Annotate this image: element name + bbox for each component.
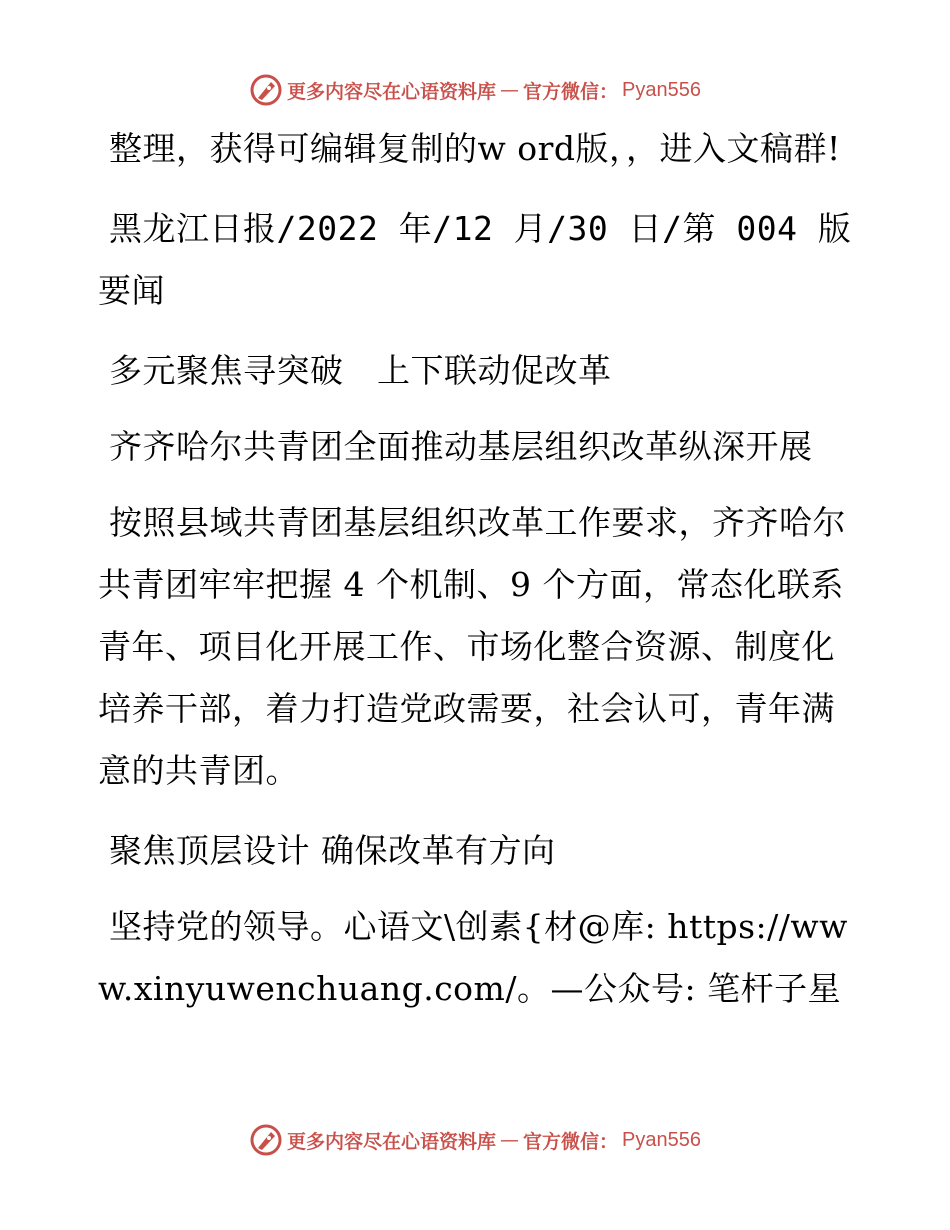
banner-separator: — [500, 79, 520, 101]
paragraph-body-2: 坚持党的领导。心语文\创素{材@库: https://www.xinyuwenchuang.com/。—公众号: 笔杆子星 [98, 907, 848, 1008]
document-body [98, 118, 858, 1038]
banner-wechat-id: Pyan556 [622, 1128, 701, 1151]
paragraph-intro: 整理，获得可编辑复制的w ord版，，进入文稿群! [109, 129, 841, 168]
banner-site-text: 更多内容尽在心语资料库 [287, 80, 497, 103]
banner-wechat-label: 官方微信： [523, 1130, 619, 1153]
banner-site-text: 更多内容尽在心语资料库 [287, 1130, 497, 1153]
section-heading: 聚焦顶层设计 确保改革有方向 [109, 831, 556, 870]
paragraph-body: 按照县域共青团基层组织改革工作要求，齐齐哈尔共青团牢牢把握 4 个机制、9 个方面，常态化联系青年、项目化开展工作、市场化整合资源、制度化培养干部，着力打造党政需要，社会认可，青年满意的共青团。 [98, 503, 846, 790]
paragraph-source-line: 黑龙江日报/2022 年/12 月/30 日/第 004 版要闻 [98, 209, 852, 310]
article-subheadline: 齐齐哈尔共青团全面推动基层组织改革纵深开展 [109, 427, 813, 466]
pen-nib-circle-icon [249, 73, 283, 107]
banner-separator: — [500, 1129, 520, 1151]
banner-wechat-label: 官方微信： [523, 80, 619, 103]
banner-wechat-id: Pyan556 [622, 78, 701, 101]
header-watermark-banner [0, 70, 950, 110]
pen-nib-circle-icon [249, 1123, 283, 1157]
footer-watermark-banner [0, 1120, 950, 1160]
article-headline: 多元聚焦寻突破 上下联动促改革 [109, 351, 612, 390]
